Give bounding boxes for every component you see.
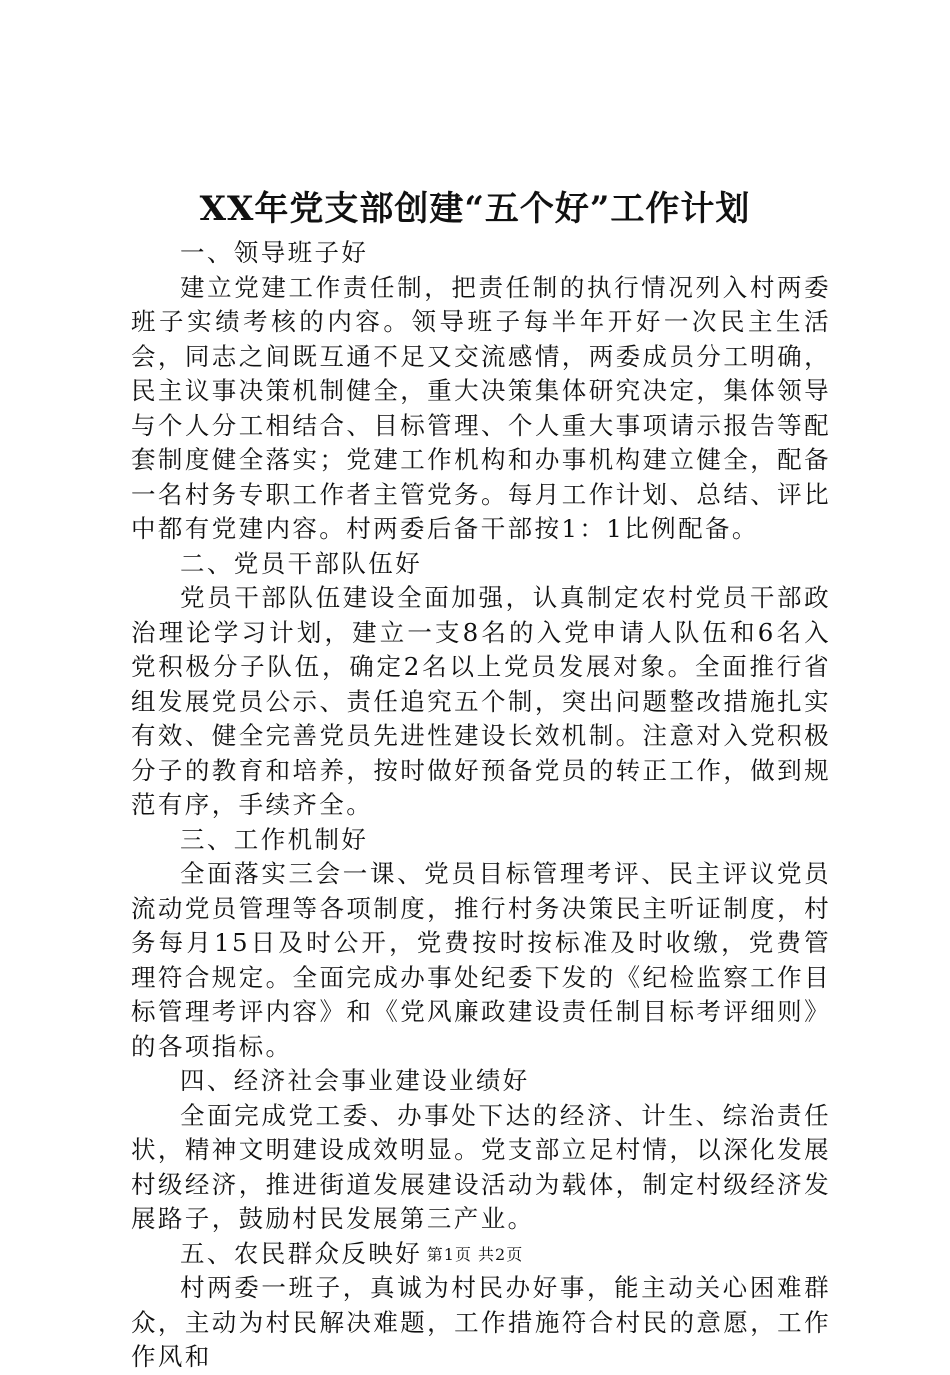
page-footer: 第1页 共2页 <box>426 1245 524 1264</box>
section-heading-3: 三、工作机制好 <box>180 824 369 854</box>
section-heading-5: 五、农民群众反映好 <box>180 1238 423 1268</box>
section-paragraph-2: 党员干部队伍建设全面加强，认真制定农村党员干部政治理论学习计划，建立一支8名的入党申请人队伍和6名入党积极分子队伍，确定2名以上党员发展对象。全面推行省组发展党员公示、责任追究五个制，突出问题整改措施扎实有效、健全完善党员先进性建设长效机制。注意对入党积极分子的教育和培养，按时做好预备党员的转正工作，做到规范有序，手续齐全。 <box>131 583 831 819</box>
document-body <box>131 236 831 1375</box>
section-paragraph-3: 全面落实三会一课、党员目标管理考评、民主评议党员流动党员管理等各项制度，推行村务决策民主听证制度，村务每月15日及时公开，党费按时按标准及时收缴，党费管理符合规定。全面完成办事处纪委下发的《纪检监察工作目标管理考评内容》和《党风廉政建设责任制目标考评细则》的各项指标。 <box>131 859 831 1061</box>
section-paragraph-1: 建立党建工作责任制，把责任制的执行情况列入村两委班子实绩考核的内容。领导班子每半年开好一次民主生活会，同志之间既互通不足又交流感情，两委成员分工明确，民主议事决策机制健全，重大决策集体研究决定，集体领导与个人分工相结合、目标管理、个人重大事项请示报告等配套制度健全落实；党建工作机构和办事机构建立健全，配备一名村务专职工作者主管党务。每月工作计划、总结、评比中都有党建内容。村两委后备干部按1：1比例配备。 <box>131 272 831 543</box>
section-heading-1: 一、领导班子好 <box>180 238 369 267</box>
section-heading-2: 二、党员干部队伍好 <box>180 548 423 578</box>
section-heading-4: 四、经济社会事业建设业绩好 <box>180 1066 530 1095</box>
document-title: XX年党支部创建“五个好”工作计划 <box>199 189 751 229</box>
section-paragraph-5: 村两委一班子，真诚为村民办好事，能主动关心困难群众，主动为村民解决难题，工作措施符合村民的意愿，工作作风和 <box>131 1273 831 1371</box>
section-paragraph-4: 全面完成党工委、办事处下达的经济、计生、综治责任状，精神文明建设成效明显。党支部立足村情，以深化发展村级经济，推进街道发展建设活动为载体，制定村级经济发展路子，鼓励村民发展第三产业。 <box>131 1100 831 1233</box>
